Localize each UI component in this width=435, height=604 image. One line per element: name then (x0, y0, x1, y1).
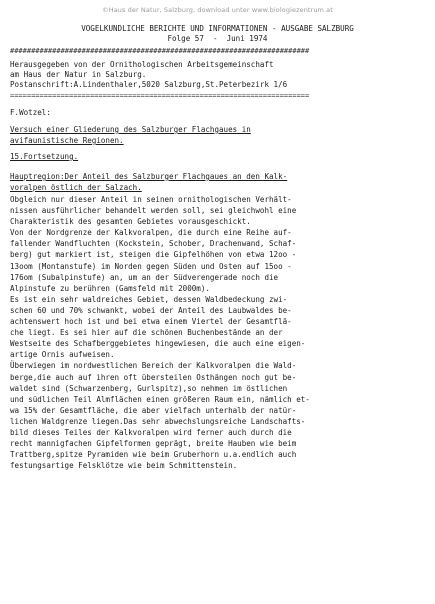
body-line: Westseite des Schafberggebietes hingewiesen, die auch eine eigen- (10, 339, 306, 349)
article-title-line-2: avifaunistische Regionen. (10, 136, 124, 145)
issue-line: Folge 57 - Juni 1974 (167, 34, 268, 43)
body-line: Von der Nordgrenze der Kalkvoralpen, die durch eine Reihe auf- (10, 228, 292, 238)
body-line: che liegt. Es sei hier auf die schönen Buchenbestände an der (10, 328, 283, 338)
watermark-text: ©Haus der Natur, Salzburg, download unter www.biologiezentrum.at (102, 6, 333, 14)
section-heading-line-2: voralpen östlich der Salzach. (10, 183, 142, 192)
body-line: 13oom (Montanstufe) im Norden gegen Süden und Osten auf 15oo - (10, 261, 292, 271)
body-line: Es ist ein sehr waldreiches Gebiet, dessen Waldbedeckung zwi- (10, 294, 288, 304)
body-line: Charakteristik des gesamten Gebietes vorausgeschickt. (10, 217, 251, 227)
body-line: Überwiegen im nordwestlichen Bereich der Kalkvoralpen die Wald- (10, 361, 297, 371)
body-line: bild dieses Teiles der Kalkvoralpen wird ferner auch durch die (10, 427, 292, 437)
body-line: wa 15% der Gesamtfläche, die aber vielfach unterhalb der natür- (10, 405, 297, 415)
editor-line-2: am Haus der Natur in Salzburg. (10, 70, 147, 79)
editor-line-1: Herausgegeben von der Ornithologischen Arbeitsgemeinschaft (10, 60, 274, 69)
body-line: artige Ornis aufweisen. (10, 350, 115, 360)
body-line: schen 60 und 70% schwankt, wobei der Anteil des Laubwaldes be- (10, 305, 292, 315)
article-body (10, 194, 430, 471)
body-line: Alpinstufe zu berühren (Gamsfeld mit 2000m). (10, 283, 210, 293)
body-line: festungsartige Felsklötze wie beim Schmittenstein. (10, 461, 238, 471)
body-line: waldet sind (Schwarzenberg, Gurlspitz),so nehmen im östlichen (10, 383, 288, 393)
equals-rule: ======================================================================= (10, 92, 310, 100)
section-heading-line-1: Hauptregion:Der Anteil des Salzburger Flachgaues an den Kalk- (10, 172, 288, 181)
postal-address: Postanschrift:A.Lindenthaler,5020 Salzburg,St.Peterbezirk 1/6 (10, 80, 288, 89)
article-title-line-1: Versuch einer Gliederung des Salzburger Flachgaues in (10, 125, 251, 134)
body-line: Obgleich nur dieser Anteil in seinen ornithologischen Verhält- (10, 195, 292, 204)
hash-rule: ####################################################################### (10, 47, 310, 55)
body-line: fallender Wandfluchten (Kockstein, Schober, Drachenwand, Schaf- (10, 239, 297, 249)
body-line: recht mannigfachen Gipfelformen geprägt, breite Hauben wie beim (10, 439, 297, 449)
author-name: F.Wotzel: (10, 108, 51, 117)
body-line: berge,die auch auf ihren oft übersteilen Osthängen noch gut be- (10, 372, 297, 382)
body-line: nissen ausführlicher behandelt werden soll, sei gleichwohl eine (10, 206, 297, 216)
body-line: achtenswert hoch ist und bei etwa einem Viertel der Gesamtflä- (10, 317, 292, 327)
body-line: und südlichen Teil Almflächen einen größeren Raum ein, nämlich et- (10, 394, 310, 404)
body-line: 176om (Subalpinstufe) an, um an der Südverengerade noch die (10, 272, 279, 282)
journal-title: VOGELKUNDLICHE BERICHTE UND INFORMATIONEN - AUSGABE SALZBURG (81, 24, 354, 33)
body-line: lichen Waldgrenze liegen.Das sehr abwechslungsreiche Landschafts- (10, 416, 306, 426)
body-line: berg) gut markiert ist, steigen die Gipfelhöhen von etwa 12oo - (10, 250, 297, 260)
body-line: Trattberg,spitze Pyramiden wie beim Gruberhorn u.a.endlich auch (10, 450, 297, 460)
continuation-label: 15.Fortsetzung. (10, 152, 79, 161)
